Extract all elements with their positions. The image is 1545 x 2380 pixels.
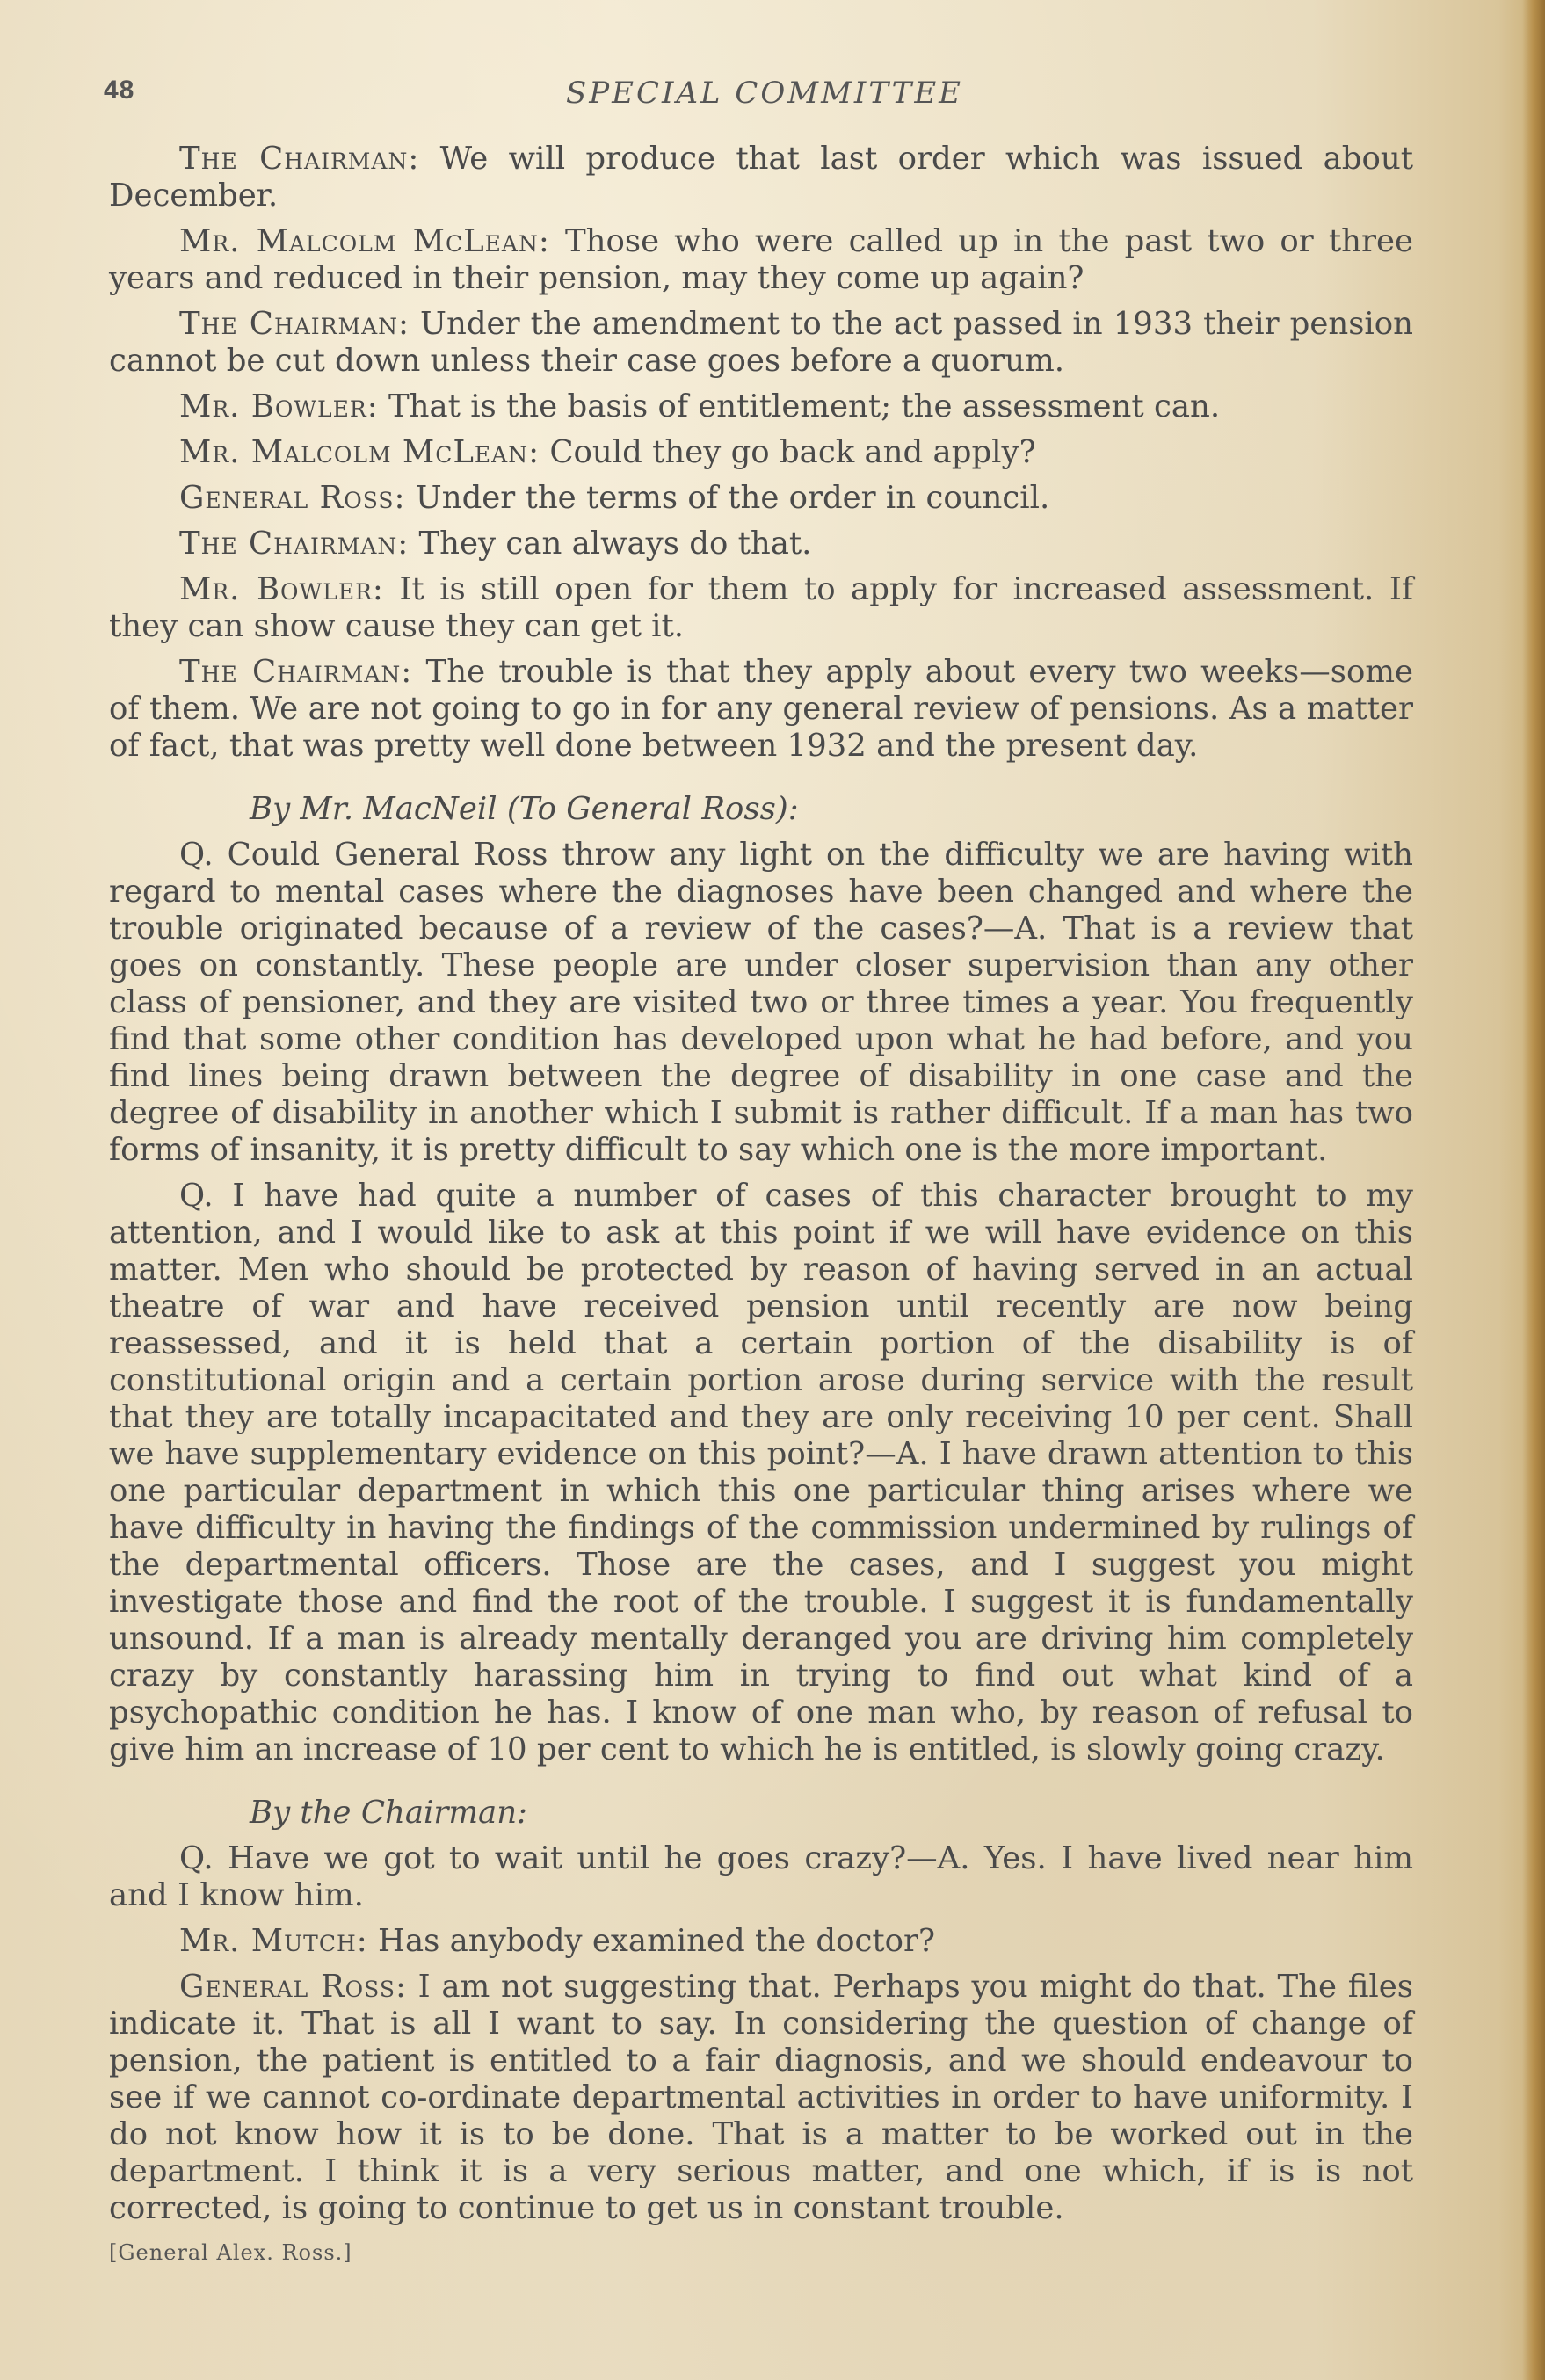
witness-footnote: [General Alex. Ross.] bbox=[109, 2240, 352, 2265]
speech-text: That is the basis of entitlement; the assessment can. bbox=[378, 388, 1221, 424]
paragraph bbox=[109, 571, 1413, 645]
paragraph bbox=[109, 141, 1413, 214]
running-head: SPECIAL COMMITTEE bbox=[566, 76, 963, 111]
paragraph bbox=[109, 434, 1413, 471]
speech-text: Under the amendment to the act passed in 1933 their pension cannot be cut down unless their case goes before a quorum. bbox=[109, 306, 1414, 379]
speech-text: The trouble is that they apply about every two weeks—some of them. We are not going to go in for any general review of pensions. As a matter of fact, that was pretty well done between 1932 and the present day. bbox=[109, 654, 1414, 764]
speech-text: Could they go back and apply? bbox=[540, 434, 1036, 470]
question-answer-paragraph: Q. Have we got to wait until he goes crazy?—A. Yes. I have lived near him and I know him. bbox=[109, 1840, 1413, 1913]
paragraph bbox=[109, 654, 1413, 765]
speech-text: We will produce that last order which was issued about December. bbox=[109, 141, 1413, 214]
speaker-name: The Chairman: bbox=[179, 654, 413, 690]
speaker-name: General Ross: bbox=[179, 480, 406, 516]
paragraph bbox=[109, 480, 1413, 517]
examiner-byline: By the Chairman: bbox=[250, 1795, 528, 1831]
page-number: 48 bbox=[104, 76, 135, 105]
paragraph bbox=[109, 223, 1413, 297]
speech-text: Has anybody examined the doctor? bbox=[367, 1923, 936, 1959]
speaker-name: Mr. Bowler: bbox=[179, 388, 379, 424]
question-answer-paragraph: Q. Could General Ross throw any light on the difficulty we are having with regard to mental cases where the diagnoses have been changed and where the trouble originated because of a review of the cases?—A. That is a review that goes on constantly. These people are under closer supervision than any other class of pensioner, and they are visited two or three times a year. You frequently find that some other condition has developed upon what he had before, and you find lines being drawn between the degree of disability in one case and the degree of disability in another which I submit is rather difficult. If a man has two forms of insanity, it is pretty difficult to say which one is the more important. bbox=[109, 837, 1413, 1168]
paragraph bbox=[109, 1969, 1413, 2227]
paragraph bbox=[109, 526, 1413, 562]
speech-text: I am not suggesting that. Perhaps you might do that. The files indicate it. That is all I want to say. In considering the question of change of pension, the patient is entitled to a fair diagnosis, and we should endeavour to see if we cannot co-ordinate departmental activities in order to have uniformity. I do not know how it is to be done. That is a matter to be worked out in the department. I think it is a very serious matter, and one which, if is is not corrected, is going to continue to get us in constant trouble. bbox=[109, 1969, 1414, 2226]
page-binding-edge bbox=[1522, 0, 1545, 2380]
question-answer-paragraph: Q. I have had quite a number of cases of this character brought to my attention, and I would like to ask at this point if we will have evidence on this matter. Men who should be protected by reason of having served in an actual theatre of war and have received pension until recently are now being reassessed, and it is held that a certain portion of the disability is of constitutional origin and a certain portion arose during service with the result that they are totally incapacitated and they are only receiving 10 per cent. Shall we have supplementary evidence on this point?—A. I have drawn attention to this one particular department in which this one particular thing arises where we have difficulty in having the findings of the commission undermined by rulings of the departmental officers. Those are the cases, and I suggest you might investigate those and find the root of the trouble. I suggest it is fundamentally unsound. If a man is already mentally deranged you are driving him completely crazy by constantly harassing him in trying to find out what kind of a psychopathic condition he has. I know of one man who, by reason of refusal to give him an increase of 10 per cent to which he is entitled, is slowly going crazy. bbox=[109, 1178, 1413, 1767]
paragraph bbox=[109, 388, 1413, 425]
speech-text: They can always do that. bbox=[409, 526, 812, 562]
speaker-name: Mr. Malcolm McLean: bbox=[179, 223, 550, 259]
speaker-name: The Chairman: bbox=[179, 306, 410, 342]
speech-text: Under the terms of the order in council. bbox=[405, 480, 1050, 516]
speech-text: Those who were called up in the past two or three years and reduced in their pension, may they come up again? bbox=[109, 223, 1414, 296]
speaker-name: Mr. Malcolm McLean: bbox=[179, 434, 540, 470]
speaker-name: Mr. Mutch: bbox=[179, 1923, 368, 1959]
page-body bbox=[109, 141, 1413, 2266]
speech-text: It is still open for them to apply for increased assessment. If they can show cause they can get it. bbox=[109, 571, 1413, 644]
speaker-name: The Chairman: bbox=[179, 526, 410, 562]
speaker-name: The Chairman: bbox=[179, 141, 420, 177]
paragraph bbox=[109, 306, 1413, 380]
examiner-byline: By Mr. MacNeil (To General Ross): bbox=[250, 791, 799, 827]
paragraph bbox=[109, 1923, 1413, 1960]
speaker-name: General Ross: bbox=[179, 1969, 407, 2005]
speaker-name: Mr. Bowler: bbox=[179, 571, 384, 607]
